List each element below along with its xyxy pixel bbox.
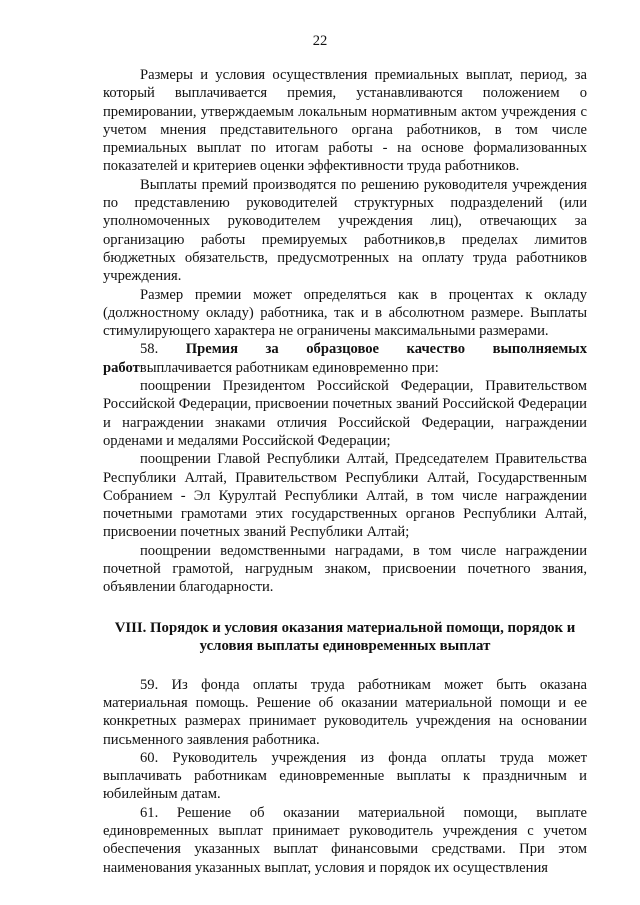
paragraph: 59. Из фонда оплаты труда работникам может быть оказана материальная помощь. Решение об оказании материальной помощи и ее конкретных размерах принимает руководитель учреждения на основании письменного заявления работника.	[103, 676, 587, 748]
section-heading: VIII. Порядок и условия оказания материальной помощи, порядок и условия выплаты единовременных выплат	[114, 619, 576, 655]
item-58	[103, 340, 587, 377]
item-bold-text: Премия за образцовое качество выполняемых работ	[103, 341, 587, 376]
paragraph: Выплаты премий производятся по решению руководителя учреждения по представлению руководителей структурных подразделений (или уполномоченных руководителем учреждения лиц), отвечающих за организацию работы премируемых работников,в пределах лимитов бюджетных обязательств, предусмотренных на оплату труда работников учреждения.	[103, 176, 587, 285]
paragraph: поощрении Президентом Российской Федерации, Правительством Российской Федерации, присвоении почетных званий Российской Федерации и награждении знаками отличия Российской Федерации, награждении орденами и медалями Российской Федерации;	[103, 378, 587, 449]
paragraph: поощрении ведомственными наградами, в том числе награждении почетной грамотой, нагрудным знаком, присвоении почетного звания, объявлении благодарности.	[103, 542, 587, 596]
paragraph: 61. Решение об оказании материальной помощи, выплате единовременных выплат принимает руководитель учреждения с учетом обеспечения указанных выплат финансовыми средствами. При этом наименования указанных выплат, условия и порядок их осуществления	[103, 804, 587, 876]
paragraph: Размер премии может определяться как в процентах к окладу (должностному окладу) работника, так и в абсолютном размере. Выплаты стимулирующего характера не ограничены максимальными размерами.	[103, 286, 587, 340]
paragraph: Размеры и условия осуществления премиальных выплат, период, за который выплачивается премия, устанавливаются положением о премировании, утверждаемым локальным нормативным актом учреждения с учетом мнения представительного органа работников, в том числе премиальных выплат по итогам работы - на основе формализованных показателей и критериев оценки эффективности труда работников.	[103, 67, 587, 175]
item-rest-text: выплачивается работникам единовременно при:	[139, 359, 439, 376]
page-number: 22	[312, 33, 328, 49]
paragraph: поощрении Главой Республики Алтай, Председателем Правительства Республики Алтай, Правительством Республики Алтай, Государственным Собранием - Эл Курултай Республики Алтай, в том числе награждении почетными грамотами этих государственных органов Республики Алтай, присвоении почетных званий Республики Алтай;	[103, 451, 587, 541]
item-number: 58.	[140, 341, 159, 358]
document-body	[103, 66, 587, 877]
paragraph: 60. Руководитель учреждения из фонда оплаты труда может выплачивать работникам единовременные выплаты к праздничным и юбилейным датам.	[103, 749, 587, 803]
